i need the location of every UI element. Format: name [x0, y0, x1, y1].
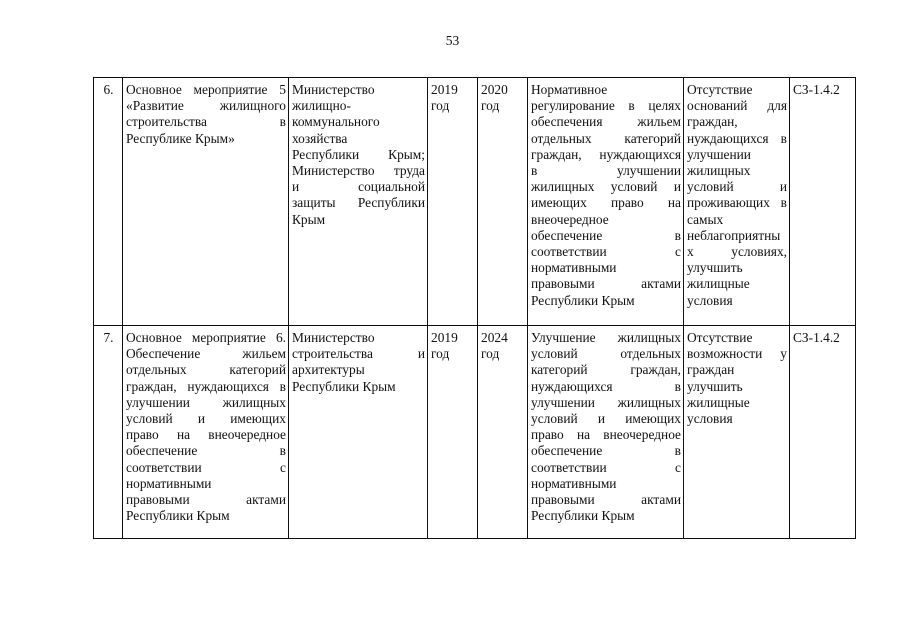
text-line: регулирование в целях — [531, 98, 681, 114]
text-line: Республики Крым — [531, 508, 635, 524]
consequence-cell — [684, 326, 790, 539]
text-line: жилищные — [687, 394, 750, 410]
activity-cell-text — [126, 330, 286, 524]
text-line: улучшить — [687, 378, 743, 394]
result-cell — [528, 326, 684, 539]
text-line: Нормативное — [531, 82, 608, 97]
activity-cell — [123, 78, 289, 326]
text-line: условий и имеющих — [531, 411, 681, 427]
text-line: соответствии с — [531, 459, 681, 475]
consequence-cell-text — [687, 330, 787, 427]
executor-cell-text — [292, 82, 425, 228]
end-year: 2024 — [481, 330, 508, 345]
end-year-cell — [478, 78, 528, 326]
end-year-cell — [478, 326, 528, 539]
text-line: строительства в — [126, 114, 286, 130]
text-line: жилищных условий и — [531, 179, 681, 195]
text-line: условий и — [687, 179, 787, 195]
text-line: условия — [687, 411, 733, 427]
text-line: обеспечение в — [531, 443, 681, 459]
text-line: самых — [687, 211, 724, 227]
text-line: обеспечения жильем — [531, 114, 681, 130]
start-year-cell — [428, 326, 478, 539]
text-line: внеочередное — [531, 211, 609, 227]
text-line: жилищно- — [292, 98, 351, 114]
text-line: правовыми актами — [531, 492, 681, 508]
consequence-cell-text — [687, 82, 787, 309]
text-line: «Развитие жилищного — [126, 98, 286, 114]
text-line: строительства и — [292, 346, 425, 362]
executor-cell-text — [292, 330, 425, 395]
text-line: соответствии с — [531, 244, 681, 260]
text-line: проживающих в — [687, 195, 787, 211]
text-line: условий и имеющих — [126, 411, 286, 427]
activities-table — [93, 77, 856, 539]
start-unit: год — [431, 346, 450, 362]
text-line: правовыми актами — [126, 492, 286, 508]
text-line: коммунального — [292, 114, 380, 130]
indicator-code-cell: СЗ-1.4.2 — [790, 78, 856, 326]
text-line: Улучшение жилищных — [531, 330, 681, 345]
text-line: оснований для — [687, 98, 787, 114]
start-year: 2019 — [431, 82, 458, 97]
result-cell — [528, 78, 684, 326]
text-line: условия — [687, 292, 733, 308]
text-line: Основное мероприятие 6. — [126, 330, 286, 345]
row-number: 6. — [94, 78, 123, 326]
text-line: Министерство труда — [292, 163, 425, 179]
text-line: обеспечение в — [531, 227, 681, 243]
indicator-code-cell: СЗ-1.4.2 — [790, 326, 856, 539]
text-line: улучшении жилищных — [126, 394, 286, 410]
result-cell-text — [531, 82, 681, 309]
text-line: в улучшении — [531, 163, 681, 179]
text-line: улучшить — [687, 260, 743, 276]
text-line: хозяйства — [292, 130, 348, 146]
text-line: категорий граждан, — [531, 362, 681, 378]
start-year-cell — [428, 78, 478, 326]
activity-cell-text — [126, 82, 286, 147]
text-line: Республики Крым — [292, 378, 396, 394]
table-row — [94, 326, 856, 539]
text-line: право на внеочередное — [126, 427, 286, 443]
text-line: неблагоприятны — [687, 227, 781, 243]
start-unit: год — [431, 98, 450, 114]
page-number: 53 — [445, 33, 460, 48]
executor-cell — [289, 78, 428, 326]
text-line: нуждающихся в — [687, 130, 787, 146]
activity-cell — [123, 326, 289, 539]
text-line: Основное мероприятие 5 — [126, 82, 286, 97]
text-line: Крым — [292, 211, 326, 227]
text-line: жилищные — [687, 276, 750, 292]
text-line: нуждающихся в — [531, 378, 681, 394]
consequence-cell — [684, 78, 790, 326]
text-line: нормативными — [531, 260, 617, 276]
text-line: соответствии с — [126, 459, 286, 475]
text-line: и социальной — [292, 179, 425, 195]
executor-cell — [289, 326, 428, 539]
text-line: улучшении — [687, 146, 751, 162]
start-year: 2019 — [431, 330, 458, 345]
text-line: улучшении жилищных — [531, 394, 681, 410]
text-line: граждан, нуждающихся в — [126, 378, 286, 394]
row-number: 7. — [94, 326, 123, 539]
text-line: Отсутствие — [687, 82, 753, 97]
text-line: Министерство — [292, 82, 375, 97]
end-unit: год — [481, 98, 500, 114]
text-line: защиты Республики — [292, 195, 425, 211]
end-year: 2020 — [481, 82, 508, 97]
text-line: отдельных категорий — [531, 130, 681, 146]
text-line: возможности у — [687, 346, 787, 362]
text-line: граждан — [687, 362, 735, 378]
text-line: нормативными — [531, 475, 617, 491]
text-line: право на внеочередное — [531, 427, 681, 443]
text-line: х условиях, — [687, 244, 787, 260]
text-line: имеющих право на — [531, 195, 681, 211]
text-line: граждан, нуждающихся — [531, 146, 681, 162]
text-line: жилищных — [687, 163, 751, 179]
text-line: отдельных категорий — [126, 362, 286, 378]
text-line: нормативными — [126, 475, 212, 491]
text-line: архитектуры — [292, 362, 365, 378]
text-line: правовыми актами — [531, 276, 681, 292]
text-line: обеспечение в — [126, 443, 286, 459]
text-line: Обеспечение жильем — [126, 346, 286, 362]
text-line: Отсутствие — [687, 330, 753, 345]
text-line: Республики Крым — [126, 508, 230, 524]
text-line: условий отдельных — [531, 346, 681, 362]
text-line: Министерство — [292, 330, 375, 345]
table-row — [94, 78, 856, 326]
text-line: Республики Крым — [531, 292, 635, 308]
result-cell-text — [531, 330, 681, 524]
end-unit: год — [481, 346, 500, 362]
text-line: Республики Крым; — [292, 146, 425, 162]
text-line: Республике Крым» — [126, 130, 235, 146]
text-line: граждан, — [687, 114, 738, 130]
